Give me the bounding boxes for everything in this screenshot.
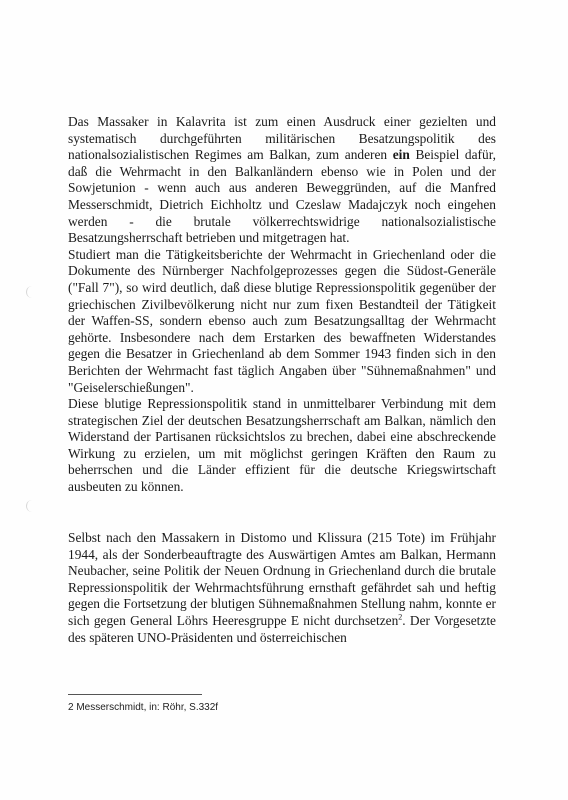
- text-run: . Der Vorgesetzte des späteren UNO-Präsidenten und österreichischen: [68, 612, 496, 645]
- text-run: Beispiel dafür, daß die Wehrmacht in den Balkanländern ebenso wie in Polen und der Sowjetunion - wenn auch aus anderen Beweggründen, auf die Manfred Messerschmidt, Dietrich Eichholtz und Czeslaw Madajczyk noch eingehen werden - die brutale völkerrechtswidrige nationalsozialistische Besatzungsherrschaft betrieben und mitgetragen hat.: [68, 147, 496, 246]
- paragraph-1-part-2: Studiert man die Tätigkeitsberichte der Wehrmacht in Griechenland oder die Dokumente des Nürnberger Nachfolgeprozesses gegen die Südost-Generäle ("Fall 7"), so wird deutlich, daß diese blutige Repressionspolitik gegenüber der griechischen Zivilbevölkerung nicht nur zum fixen Bestandteil der Tätigkeit der Waffen-SS, sondern ebenso auch zum Besatzungsalltag der Wehrmacht gehörte. Insbesondere nach dem Erstarken des bewaffneten Widerstandes gegen die Besatzer in Griechenland ab dem Sommer 1943 finden sich in den Berichten der Wehrmacht fast täglich Angaben über "Sühnemaßnahmen" und "Geiselerschießungen".: [68, 246, 496, 395]
- paragraph-2-text: [68, 530, 496, 646]
- text-run: Das Massaker in Kalavrita ist zum einen Ausdruck einer gezielten und systematisch durchgeführten militärischen Besatzungspolitik des nationalsozialistischen Regimes am Balkan, zum anderen: [68, 114, 496, 163]
- footnote-reference: 2: [398, 612, 403, 622]
- paragraph-1-part-1: [68, 114, 496, 247]
- footnote-text: Messerschmidt, in: Röhr, S.332f: [73, 702, 219, 713]
- body-paragraph-2: [68, 530, 496, 646]
- text-run: Selbst nach den Massakern in Distomo und Klissura (215 Tote) im Frühjahr 1944, als der Sonderbeauftragte des Auswärtigen Amtes am Balkan, Hermann Neubacher, seine Politik der Neuen Ordnung in Griechenland durch die brutale Repressionspolitik der Wehrmachtsführung ernsthaft gefährdet sah und heftig gegen die Fortsetzung der blutigen Sühnemaßnahmen Stellung nahm, konnte er sich gegen General Löhrs Heeresgruppe E nicht durchsetzen: [68, 530, 496, 628]
- footnote-separator: [68, 694, 202, 695]
- footnote: [68, 702, 218, 714]
- emphasized-word: ein: [392, 147, 410, 163]
- punch-hole-mark: [26, 500, 33, 512]
- paragraph-1-part-3: Diese blutige Repressionspolitik stand in unmittelbarer Verbindung mit dem strategischen Ziel der deutschen Besatzungsherrschaft am Balkan, nämlich den Widerstand der Partisanen rücksichtslos zu brechen, dabei eine abschreckende Wirkung zu erzielen, um mit möglichst geringen Kräften den Raum zu beherrschen und die Länder effizient für die deutsche Kriegswirtschaft ausbeuten zu können.: [68, 396, 496, 495]
- body-paragraph-1: [68, 114, 496, 496]
- punch-hole-mark: [26, 286, 33, 298]
- footnote-number: 2: [68, 702, 74, 713]
